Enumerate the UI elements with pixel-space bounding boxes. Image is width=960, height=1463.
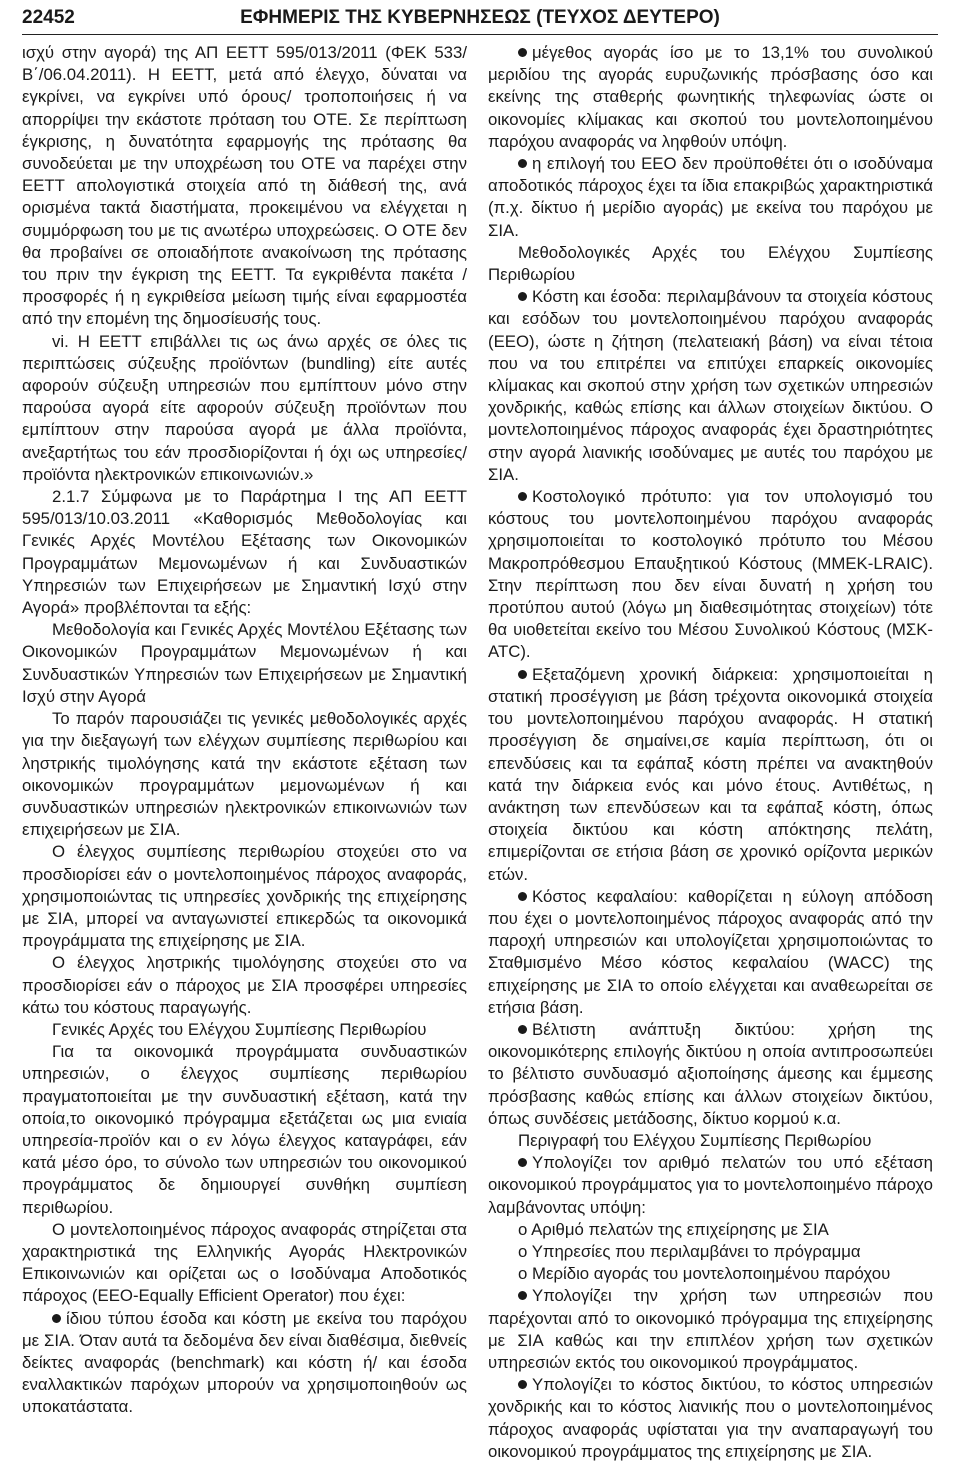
bullet-item xyxy=(488,1152,933,1219)
bullet-item xyxy=(488,886,933,1019)
paragraph: Για τα οικονομικά προγράμματα συνδυαστικών υπηρεσιών, ο έλεγχος συμπίεσης περιθωρίου πραγματοποιείται με την συνδυαστική εξέταση, κατά την οποία,το οικονομικό πρόγραμμα εξετάζεται ως μια ενιαία υπηρεσία-προϊόν και ο εν λόγω έλεγχος καταγράφει, εάν κατά μέσο όρο, το σύνολο των υπηρεσιών του οικονομικού προγράμματος δε δημιουργεί συνθήκη συμπίεση περιθωρίου. xyxy=(22,1042,467,1217)
paragraph: ισχύ στην αγορά) της ΑΠ ΕΕΤΤ 595/013/2011 (ΦΕΚ 533/Β΄/06.04.2011). Η ΕΕΤΤ, μετά από έλεγχο, δύναται να εγκρίνει, να εγκρίνει υπό όρους/ τροποποιήσεις ή να απορρίψει την εκάστοτε πρόταση του ΟΤΕ. Σε περίπτωση έγκρισης, η δυνατότητα εφαρμογής της πρότασης θα συνοδεύεται με την υποχρέωση του ΟΤΕ να παρέχει στην ΕΕΤΤ απολογιστικά στοιχεία από τη διάθεσή της, ανά ορισμένα τακτά διαστήματα, προκειμένου να ελέγχεται η συμμόρφωση του με τις ανωτέρω υποχρεώσεις. Ο ΟΤΕ δεν θα προβαίνει σε οποιαδήποτε ανακοίνωση της πρότασης του πριν την έγκριση της ΕΕΤΤ. Τα εγκριθέντα πακέτα / προσφορές ή η εγκριθείσα μείωση τιμής είναι εφαρμοστέα από την επομένη της δημοσίευσής τους. xyxy=(22,43,467,329)
bullet-text: μέγεθος αγοράς ίσο με το 13,1% του συνολικού μεριδίου της αγοράς ευρυζωνικής πρόσβασης όσο και εκείνης της σταθερής φωνητικής τηλεφωνίας ώστε οι οικονομίες κλίμακας και σκοπού του μοντελοποιημένου παρόχου αναφοράς να ληφθούν υπόψη. xyxy=(488,43,933,151)
header-rule xyxy=(22,34,938,35)
sub-item: ο Μερίδιο αγοράς του μοντελοποιημένου παρόχου xyxy=(518,1264,891,1284)
right-column xyxy=(488,42,933,1463)
bullet-item xyxy=(488,286,933,486)
bullet-text: Υπολογίζει το κόστος δικτύου, το κόστος υπηρεσιών χονδρικής και το κόστος λιανικής που ο μοντελοποιημένος πάροχος αναφοράς υφίσταται για την αναπαραγωγή του οικονομικού προγράμματος της επιχείρησης με ΣΙΑ. xyxy=(488,1375,933,1461)
bullet-item xyxy=(488,1374,933,1463)
bullet-item xyxy=(488,486,933,664)
bullet-text: Εξεταζόμενη χρονική διάρκεια: χρησιμοποιείται η στατική προσέγγιση με βάση τρέχοντα οικονομικά στοιχεία του μοντελοποιημένου παρόχου αναφοράς. Η στατική προσέγγιση δε σημαίνει,σε καμία περίπτωση, ότι οι επενδύσεις και τα εφάπαξ κόστη πρέπει να ανακτηθούν κατά την διάρκεια ενός και μόνο έτους. Αντιθέτως, η ανάκτηση των επενδύσεων και τα εφάπαξ κόστη, όπως στοιχεία δικτύου και κόστη απόκτησης πελάτη, επιμερίζονται σε ετήσια βάση σε χρονικό ορίζοντα μερικών ετών. xyxy=(488,664,933,884)
bullet-icon xyxy=(518,292,527,301)
bullet-icon xyxy=(518,1380,527,1389)
bullet-item xyxy=(488,1285,933,1374)
gazette-title: ΕΦΗΜΕΡΙΣ ΤΗΣ ΚΥΒΕΡΝΗΣΕΩΣ (ΤΕΥΧΟΣ ΔΕΥΤΕΡΟ) xyxy=(240,7,720,28)
bullet-icon xyxy=(52,1314,61,1323)
bullet-icon xyxy=(518,1025,527,1034)
bullet-text: Κόστος κεφαλαίου: καθορίζεται η εύλογη απόδοση που έχει ο μοντελοποιημένος πάροχος αναφοράς από την παροχή υπηρεσιών και υπολογίζεται χρησιμοποιώντας το Σταθμισμένο Μέσο κόστος κεφαλαίου (WACC) της επιχείρησης με ΣΙΑ το οποίο ελέγχεται και αναθεωρείται σε ετήσια βάση. xyxy=(488,886,933,1017)
bullet-icon xyxy=(518,1158,527,1167)
section-heading: Μεθοδολογία και Γενικές Αρχές Μοντέλου Εξέτασης των Οικονομικών Προγραμμάτων Μεμονωμένων ή και Συνδυαστικών Υπηρεσιών των Επιχειρήσεων με Σημαντική Ισχύ στην Αγορά xyxy=(22,620,467,706)
left-column xyxy=(22,42,467,1419)
section-heading: Περιγραφή του Ελέγχου Συμπίεσης Περιθωρίου xyxy=(518,1130,872,1150)
bullet-text: Υπολογίζει την χρήση των υπηρεσιών που παρέχονται από το οικονομικό πρόγραμμα της επιχείρησης με ΣΙΑ καθώς και την επιπλέον χρήση των σχετικών υπηρεσιών εκτός του οικονομικού προγράμματος. xyxy=(488,1286,933,1372)
bullet-text: Υπολογίζει τον αριθμό πελατών του υπό εξέταση οικονομικού προγράμματος για το μοντελοποιημένο πάροχο λαμβάνοντας υπόψη: xyxy=(488,1153,933,1217)
paragraph: Ο έλεγχος συμπίεσης περιθωρίου στοχεύει στο να προσδιορίσει εάν ο μοντελοποιημένος πάροχος αναφοράς, χρησιμοποιώντας τις υπηρεσίες χονδρικής της επιχείρησης με ΣΙΑ, μπορεί να ανταγωνιστεί επικερδώς τα οικονομικά προγράμματα της επιχείρησης με ΣΙΑ. xyxy=(22,842,467,951)
bullet-icon xyxy=(518,48,527,57)
page-number: 22452 xyxy=(22,7,75,28)
bullet-icon xyxy=(518,159,527,168)
bullet-icon xyxy=(518,892,527,901)
bullet-text: Κοστολογικό πρότυπο: για τον υπολογισμό του κόστους του μοντελοποιημένου παρόχου αναφοράς χρησιμοποιείται το κοστολογικό πρότυπο του Μέσου Μακροπρόθεσμου Επαυξητικού Κόστους (ΜΜΕΚ-LRAIC). Στην περίπτωση που δεν είναι δυνατή η χρήση του προτύπου αυτού (λόγω μη διαθεσιμότητας στοιχείων) τότε θα υιοθετείται εκείνο του Μέσου Συνολικού Κόστους (ΜΣΚ-ATC). xyxy=(488,487,933,662)
bullet-item xyxy=(488,664,933,886)
bullet-item xyxy=(488,1019,933,1130)
bullet-icon xyxy=(518,492,527,501)
section-heading: Μεθοδολογικές Αρχές του Ελέγχου Συμπίεσης Περιθωρίου xyxy=(488,242,933,285)
bullet-text: Βέλτιστη ανάπτυξη δικτύου: χρήση της οικονομικότερης επιλογής δικτύου η οποία αντιπροσωπεύει το βέλτιστο συνδυασμό αξιοποίησης άμεσης και έμμεσης πρόσβασης καθώς επίσης και άλλων στοιχείων δικτύου, όπως συνδέσεις μετάδοσης, δίκτυο κορμού κ.α. xyxy=(488,1019,933,1128)
paragraph: vi. Η ΕΕΤΤ επιβάλλει τις ως άνω αρχές σε όλες τις περιπτώσεις σύζευξης προϊόντων (bundling) είτε αυτές αφορούν σύζευξη υπηρεσιών που εμπίπτουν μόνο στην παρούσα αγορά είτε αφορούν σύζευξη προϊόντων που εμπίπτουν στην παρούσα αγορά με άλλα προϊόντα, ανεξαρτήτως του εάν προσδιορίζονται ή όχι ως υπηρεσίες/ προϊόντα ηλεκτρονικών επικοινωνιών.» xyxy=(22,331,467,484)
bullet-item xyxy=(488,153,933,242)
bullet-icon xyxy=(518,1291,527,1300)
bullet-text: ίδιου τύπου έσοδα και κόστη με εκείνα του παρόχου με ΣΙΑ. Όταν αυτά τα δεδομένα δεν είναι διαθέσιμα, διεθνείς δείκτες αναφοράς (benchmark) και κόστη ή/ και έσοδα εναλλακτικών παρόχων μπορούν να χρησιμοποιηθούν ως υποκατάστατα. xyxy=(22,1308,467,1417)
paragraph: Ο μοντελοποιημένος πάροχος αναφοράς στηρίζεται στα χαρακτηριστικά της Ελληνικής Αγοράς Ηλεκτρονικών Επικοινωνιών και ορίζεται ως ο Ισοδύναμα Αποδοτικός πάροχος (ΕΕΟ-Equally Efficient Operator) που έχει: xyxy=(22,1219,467,1306)
bullet-item xyxy=(488,42,933,153)
sub-item: ο Υπηρεσίες που περιλαμβάνει το πρόγραμμα xyxy=(518,1241,861,1261)
sub-item: ο Αριθμό πελατών της επιχείρησης με ΣΙΑ xyxy=(518,1219,829,1239)
bullet-text: η επιλογή του ΕΕΟ δεν προϋποθέτει ότι ο ισοδύναμα αποδοτικός πάροχος έχει τα ίδια επακριβώς χαρακτηριστικά (π.χ. δίκτυο ή μερίδιο αγοράς) με εκείνα του παρόχου με ΣΙΑ. xyxy=(488,154,933,240)
paragraph: Ο έλεγχος ληστρικής τιμολόγησης στοχεύει στο να προσδιορίσει εάν ο πάροχος με ΣΙΑ προσφέρει υπηρεσίες κάτω του κόστους παραγωγής. xyxy=(22,953,467,1017)
bullet-icon xyxy=(518,670,527,679)
section-heading: Γενικές Αρχές του Ελέγχου Συμπίεσης Περιθωρίου xyxy=(52,1019,427,1039)
bullet-item xyxy=(22,1308,467,1419)
bullet-text: Κόστη και έσοδα: περιλαμβάνουν τα στοιχεία κόστους και εσόδων του μοντελοποιημένου παρόχου αναφοράς (ΕΕΟ), ώστε η ζήτηση (πελατειακή βάση) να είναι τέτοια που να του επιτρέπει να επιτύχει επαρκείς οικονομίες κλίμακας και σκοπού στην χρήση των σχετικών υπηρεσιών χονδρικής, καθώς επίσης και άλλων στοιχείων δικτύου. Ο μοντελοποιημένος πάροχος αναφοράς έχει δραστηριότητες στην αγορά λιανικής ισοδύναμες με αυτές του παρόχου με ΣΙΑ. xyxy=(488,287,933,484)
paragraph: 2.1.7 Σύμφωνα με το Παράρτημα Ι της ΑΠ ΕΕΤΤ 595/013/10.03.2011 «Καθορισμός Μεθοδολογίας και Γενικές Αρχές Μοντέλου Εξέτασης των Οικονομικών Προγραμμάτων Μεμονωμένων ή και Συνδυαστικών Υπηρεσιών των Επιχειρήσεων με Σημαντική Ισχύ στην Αγορά» προβλέπονται τα εξής: xyxy=(22,487,467,618)
page-header xyxy=(22,4,938,32)
paragraph: Το παρόν παρουσιάζει τις γενικές μεθοδολογικές αρχές για την διεξαγωγή των ελέγχων συμπίεσης περιθωρίου και ληστρικής τιμολόγησης κατά την εκάστοτε εξέταση των οικονομικών προγραμμάτων μεμονωμένων ή και συνδυαστικών υπηρεσιών ηλεκτρονικών επικοινωνιών των επιχειρήσεων με ΣΙΑ. xyxy=(22,709,467,840)
